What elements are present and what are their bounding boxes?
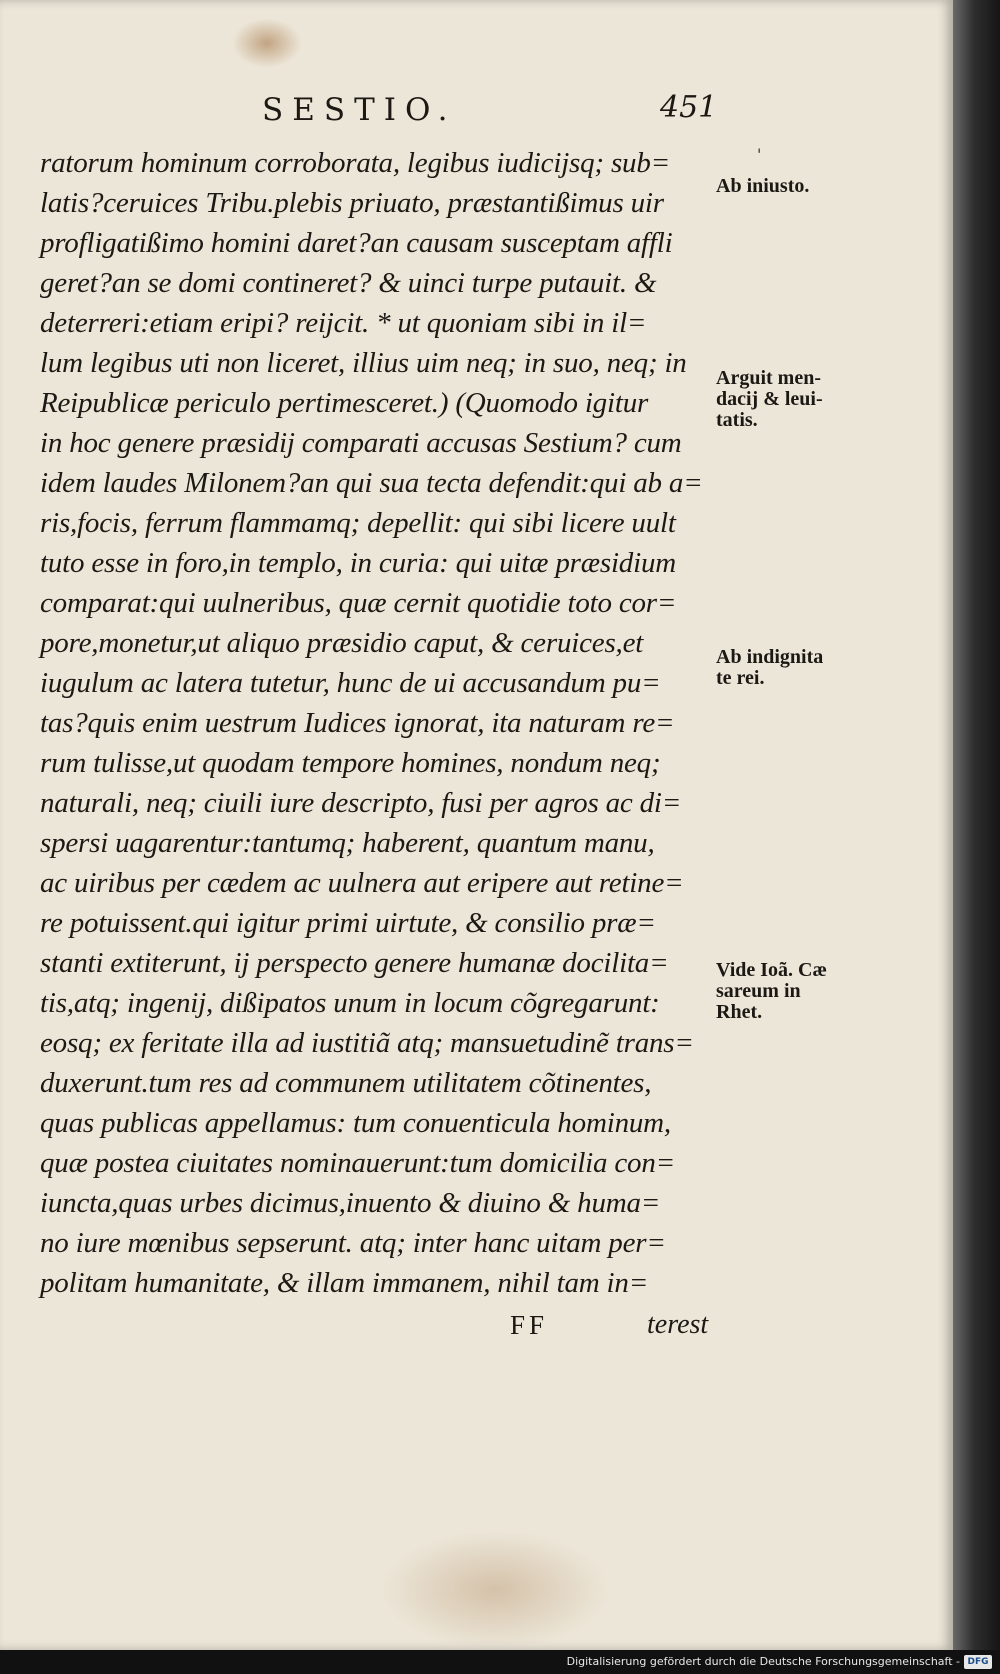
marginal-line: tatis. [716, 409, 758, 431]
marginal-line: te rei. [716, 667, 765, 689]
page-edge-shadow [953, 0, 1000, 1650]
text-line: idem laudes Milonem?an qui sua tecta defendit:qui ab a= [40, 467, 703, 499]
text-line: deterreri:etiam eripi? reijcit. * ut quoniam sibi in il= [40, 307, 647, 339]
text-line: spersi uagarentur:tantumq; haberent, quantum manu, [40, 827, 655, 859]
marginal-note-ab-iniusto [716, 176, 809, 197]
marginal-note-vide-ioan [716, 960, 827, 1023]
running-title: SESTIO. [262, 92, 457, 128]
marginal-line: Rhet. [716, 1001, 763, 1023]
signature-mark: FF [510, 1310, 549, 1340]
marginal-line: Arguit men- [716, 367, 821, 389]
text-line: ris,focis, ferrum flammamq; depellit: qui sibi licere uult [40, 507, 676, 539]
text-line: naturali, neq; ciuili iure descripto, fusi per agros ac di= [40, 787, 682, 819]
marginal-line: Vide Ioã. Cæ [716, 959, 827, 981]
text-line: iugulum ac latera tutetur, hunc de ui accusandum pu= [40, 667, 661, 699]
text-line: quas publicas appellamus: tum conuenticula hominum, [40, 1107, 671, 1139]
stain-top [232, 18, 302, 68]
catchword: terest [647, 1309, 709, 1340]
marginal-line: dacij & leui- [716, 388, 823, 410]
text-line: tas?quis enim uestrum Iudices ignorat, ita naturam re= [40, 707, 675, 739]
marginal-note-ab-indignitate [716, 647, 823, 689]
text-line: geret?an se domi contineret? & uinci turpe putauit. & [40, 267, 657, 299]
text-line: stanti extiterunt, ij perspecto genere humanæ docilita= [40, 947, 669, 979]
text-line: Reipublicæ periculo pertimesceret.) (Quomodo igitur [40, 387, 649, 419]
text-line: iuncta,quas urbes dicimus,inuento & diuino & huma= [40, 1187, 661, 1219]
marginal-line: Ab iniusto. [716, 175, 810, 197]
text-line: eosq; ex feritate illa ad iustitiã atq; mansuetudinẽ trans= [40, 1027, 694, 1059]
page-number: 451 [660, 90, 718, 125]
margin-mark: ' [757, 145, 762, 164]
text-line: in hoc genere præsidij comparati accusas Sestium? cum [40, 427, 682, 459]
marginal-line: Ab indignita [716, 646, 824, 668]
text-line: tis,atq; ingenij, dißipatos unum in locum cõgregarunt: [40, 987, 660, 1019]
text-line: rum tulisse,ut quodam tempore homines, nondum neq; [40, 747, 661, 779]
footer-credit: Digitalisierung gefördert durch die Deutsche Forschungsgemeinschaft - [566, 1655, 960, 1668]
text-line: comparat:qui uulneribus, quæ cernit quotidie toto cor= [40, 587, 677, 619]
text-line: politam humanitate, & illam immanem, nihil tam in= [40, 1267, 649, 1299]
text-line: quæ postea ciuitates nominauerunt:tum domicilia con= [40, 1147, 676, 1179]
text-line: pore,monetur,ut aliquo præsidio caput, & ceruices,et [40, 627, 644, 659]
text-line: lum legibus uti non liceret, illius uim neq; in suo, neq; in [40, 347, 687, 379]
text-line: duxerunt.tum res ad communem utilitatem cõtinentes, [40, 1067, 652, 1099]
text-line: latis?ceruices Tribu.plebis priuato, præstantißimus uir [40, 187, 664, 219]
text-line: re potuissent.qui igitur primi uirtute, & consilio præ= [40, 907, 656, 939]
text-line: tuto esse in foro,in templo, in curia: qui uitæ præsidium [40, 547, 677, 579]
body-text [40, 143, 712, 1303]
text-line: profligatißimo homini daret?an causam susceptam affli [40, 227, 673, 259]
dfg-logo: DFG [964, 1655, 992, 1669]
marginal-line: sareum in [716, 980, 801, 1002]
text-line: ac uiribus per cædem ac uulnera aut eripere aut retine= [40, 867, 684, 899]
stain-bottom [380, 1530, 610, 1650]
text-line: ratorum hominum corroborata, legibus iudicijsq; sub= [40, 147, 670, 179]
marginal-note-arguit [716, 368, 823, 431]
text-line: no iure mœnibus sepserunt. atq; inter hanc uitam per= [40, 1227, 666, 1259]
